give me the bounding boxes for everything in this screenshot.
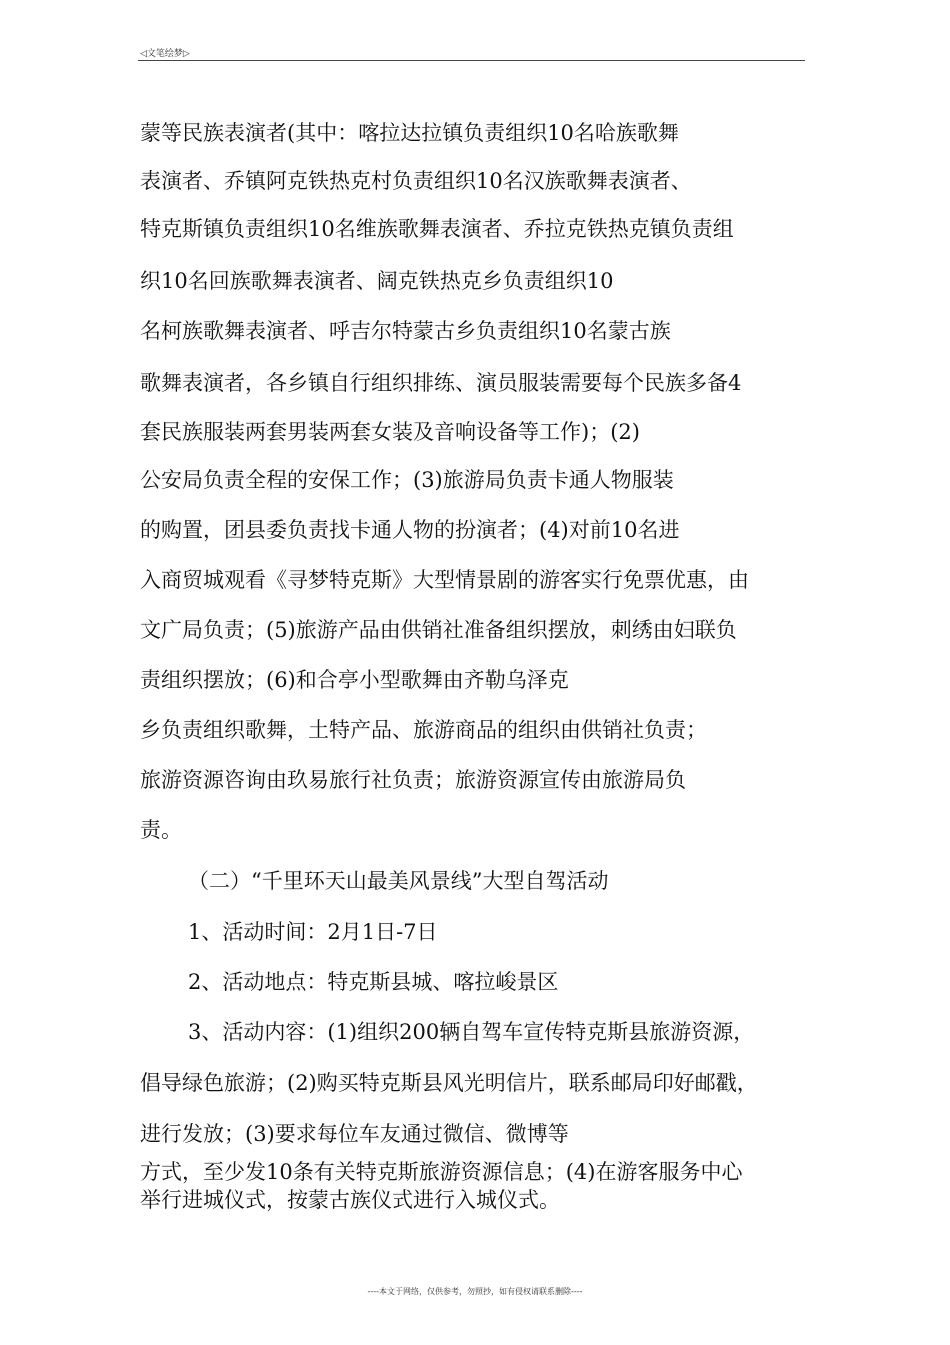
body-line: 倡导绿色旅游；(2)购买特克斯县风光明信片，联系邮局印好邮戳， <box>140 1071 758 1095</box>
body-line: 特克斯镇负责组织10名维族歌舞表演者、乔拉克铁热克镇负责组 <box>140 217 734 241</box>
body-line: 乡负责组织歌舞，土特产品、旅游商品的组织由供销社负责； <box>140 718 707 742</box>
body-line: 入商贸城观看《寻梦特克斯》大型情景剧的游客实行免票优惠，由 <box>140 568 749 592</box>
body-line: 织10名回族歌舞表演者、阔克铁热克乡负责组织10 <box>140 269 614 293</box>
body-line: 旅游资源咨询由玖易旅行社负责；旅游资源宣传由旅游局负 <box>140 768 686 792</box>
body-line: 责。 <box>140 818 182 842</box>
header-divider <box>138 60 805 61</box>
body-line: 文广局负责；(5)旅游产品由供销社准备组织摆放，刺绣由妇联负 <box>140 618 737 642</box>
body-line: 公安局负责全程的安保工作；(3)旅游局负责卡通人物服装 <box>140 468 674 492</box>
list-item: 2、活动地点：特克斯县城、喀拉峻景区 <box>188 970 559 994</box>
list-item: 3、活动内容：(1)组织200辆自驾车宣传特克斯县旅游资源， <box>188 1020 755 1044</box>
body-line: 责组织摆放；(6)和合亭小型歌舞由齐勒乌泽克 <box>140 668 569 692</box>
body-line: 名柯族歌舞表演者、呼吉尔特蒙古乡负责组织10名蒙古族 <box>140 319 671 343</box>
list-item: 1、活动时间：2月1日-7日 <box>188 920 438 944</box>
body-line: 歌舞表演者，各乡镇自行组织排练、演员服装需要每个民族多备4 <box>140 371 742 395</box>
body-line: 的购置，团县委负责找卡通人物的扮演者；(4)对前10名进 <box>140 518 680 542</box>
body-line: 套民族服装两套男装两套女装及音响设备等工作)；(2) <box>140 420 640 444</box>
body-line: 进行发放；(3)要求每位车友通过微信、微博等 <box>140 1122 569 1146</box>
page-footer: ----本文于网络，仅供参考，勿照抄，如有侵权请联系删除---- <box>367 1287 583 1296</box>
body-line: 蒙等民族表演者(其中：喀拉达拉镇负责组织10名哈族歌舞 <box>140 121 679 145</box>
section-heading: （二）“千里环天山最美风景线”大型自驾活动 <box>188 869 609 893</box>
page-header: ◁文笔绘梦▷ <box>140 49 190 59</box>
body-line: 方式，至少发10条有关特克斯旅游资源信息；(4)在游客服务中心 <box>140 1160 743 1184</box>
body-line: 举行进城仪式，按蒙古族仪式进行入城仪式。 <box>140 1188 560 1212</box>
body-line: 表演者、乔镇阿克铁热克村负责组织10名汉族歌舞表演者、 <box>140 169 692 193</box>
